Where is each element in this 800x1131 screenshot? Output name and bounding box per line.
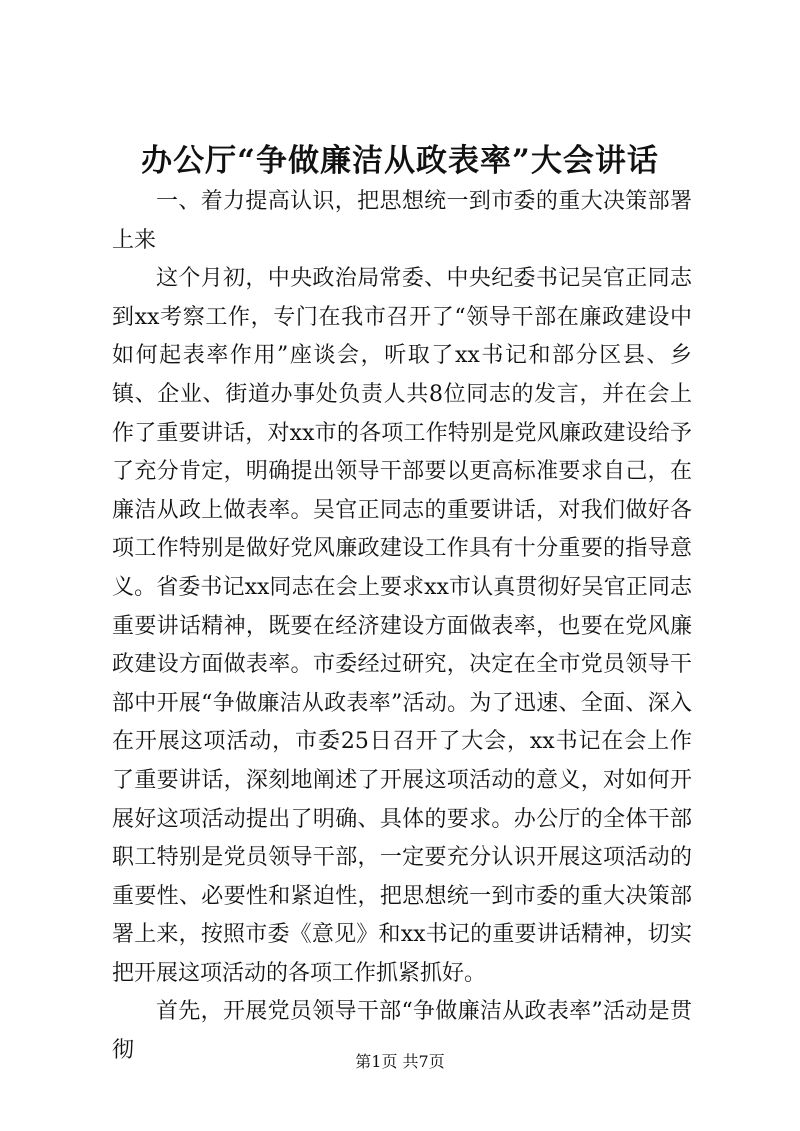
section-heading: 一、着力提高认识，把思想统一到市委的重大决策部署上来 — [112, 189, 692, 253]
document-body — [112, 183, 692, 1071]
page-number-footer: 第1页 共7页 — [355, 1052, 445, 1071]
body-paragraph: 首先，开展党员领导干部“争做廉洁从政表率”活动是贯彻 — [112, 999, 692, 1064]
document-title: 办公厅“争做廉洁从政表率”大会讲话 — [141, 143, 659, 179]
body-paragraph: 这个月初，中央政治局常委、中央纪委书记吴官正同志到xx考察工作，专门在我市召开了“领导干部在廉政建设中如何起表率作用”座谈会，听取了xx书记和部分区县、乡镇、企业、街道办事处负责人共8位同志的发言，并在会上作了重要讲话，对xx市的各项工作特别是党风廉政建设给予了充分肯定，明确提出领导干部要以更高标准要求自己，在廉洁从政上做表率。吴官正同志的重要讲话，对我们做好各项工作特别是做好党风廉政建设工作具有十分重要的指导意义。省委书记xx同志在会上要求xx市认真贯彻好吴官正同志重要讲话精神，既要在经济建设方面做表率，也要在党风廉政建设方面做表率。市委经过研究，决定在全市党员领导干部中开展“争做廉洁从政表率”活动。为了迅速、全面、深入在开展这项活动，市委25日召开了大会，xx书记在会上作了重要讲话，深刻地阐述了开展这项活动的意义，对如何开展好这项活动提出了明确、具体的要求。办公厅的全体干部职工特别是党员领导干部，一定要充分认识开展这项活动的重要性、必要性和紧迫性，把思想统一到市委的重大决策部署上来，按照市委《意见》和xx书记的重要讲话精神，切实把开展这项活动的各项工作抓紧抓好。 — [112, 266, 692, 986]
